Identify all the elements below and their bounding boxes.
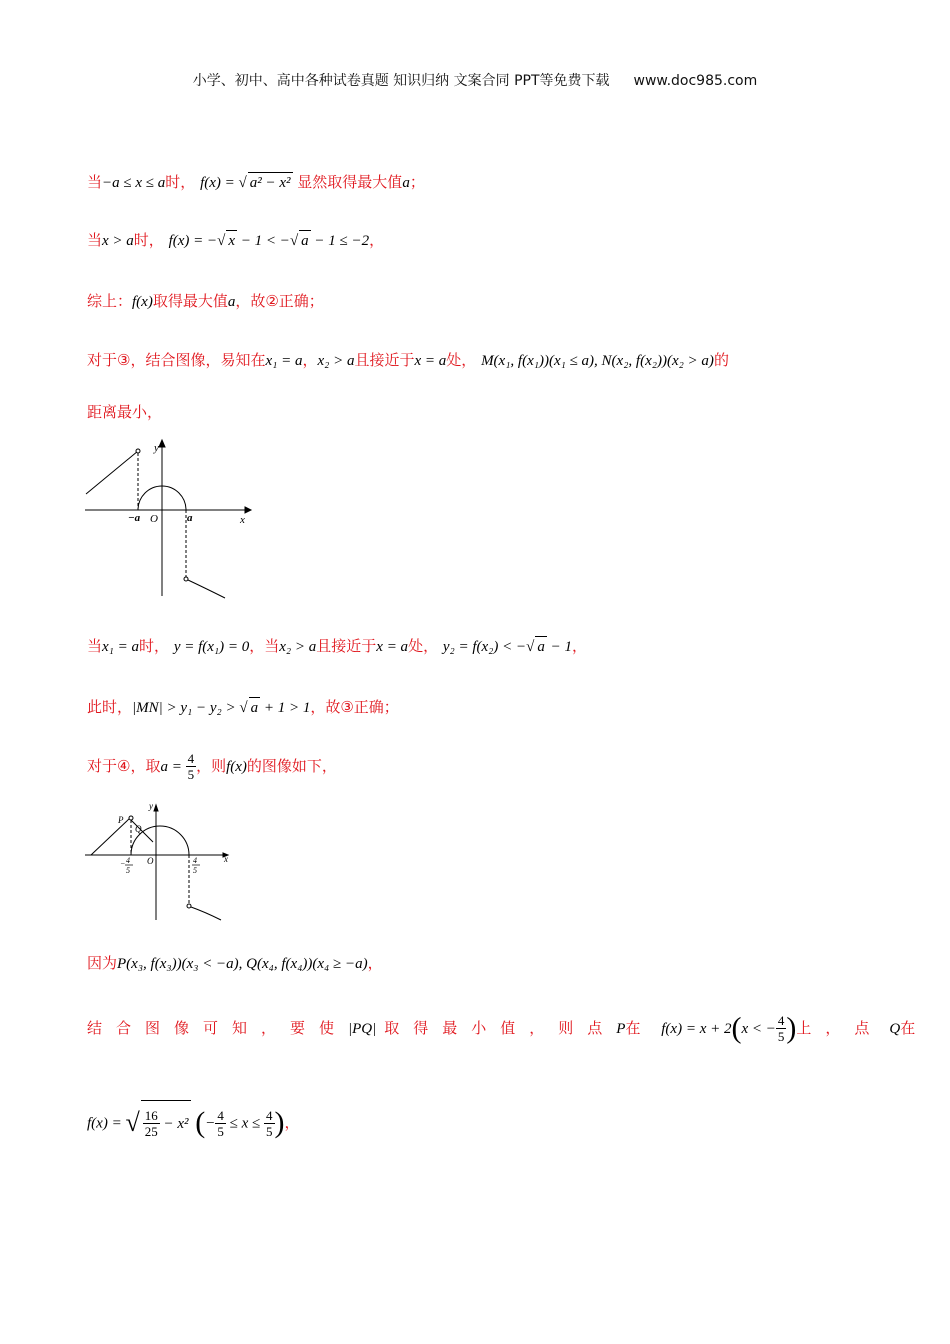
radical xyxy=(141,1100,191,1146)
open-point-top xyxy=(136,449,140,453)
x-axis-arrow xyxy=(245,507,251,513)
math: Q xyxy=(889,1021,901,1037)
math: a xyxy=(227,294,236,310)
math-radicand: a xyxy=(299,230,311,251)
text: 处， xyxy=(446,351,477,369)
pos-frac-num: 4 xyxy=(193,856,197,865)
fraction xyxy=(215,1108,226,1139)
neg-frac-den: 5 xyxy=(126,866,130,875)
math: x > a xyxy=(102,233,134,249)
para-6: 当x₁ = a时， y = f(x₁) = 0，当x₂ > a且接近于x = a处， y₂ = f(x₂) < −√ a − 1， xyxy=(87,637,588,655)
para-9 xyxy=(87,953,383,974)
pos-frac-den: 5 xyxy=(193,866,197,875)
text: 且接近于 xyxy=(354,351,415,369)
text: 上，点 xyxy=(796,1019,884,1037)
text: ，当 xyxy=(249,637,280,655)
text: ，故③正确； xyxy=(310,698,399,716)
math: + 1 > 1 xyxy=(260,700,311,716)
math: x₁ = a xyxy=(102,639,140,655)
para-3 xyxy=(87,291,324,312)
math-radicand: a xyxy=(535,636,547,657)
text: 对于④，取 xyxy=(87,757,161,775)
origin-label: O xyxy=(150,513,158,525)
y-axis-arrow xyxy=(154,805,158,811)
text: ， xyxy=(302,351,318,369)
page-header xyxy=(0,70,950,90)
math: x₂ > a xyxy=(317,353,355,369)
math: |MN| > y₁ − y₂ > xyxy=(132,700,240,716)
curve-right xyxy=(191,907,221,920)
denominator: 5 xyxy=(266,1123,273,1139)
math: P(x₃, f(x₃))(x₃ < −a), Q(x₄, f(x₄))(x₄ ≥ −a) xyxy=(117,956,368,972)
text: ， xyxy=(572,637,588,655)
math: f(x) = xyxy=(87,1115,126,1132)
text: ，则 xyxy=(196,757,227,775)
neg-frac-num: 4 xyxy=(126,856,130,865)
math: f(x) xyxy=(226,759,247,775)
para-2: 当x > a时， f(x) = −√ x − 1 < −√ a − 1 ≤ −2， xyxy=(87,231,385,249)
para-1: 当−a ≤ x ≤ a时， f(x) = √ a² − x² 显然取得最大值a； xyxy=(87,173,425,191)
math: a = xyxy=(160,759,186,775)
para-7: 此时，|MN| > y₁ − y₂ > √ a + 1 > 1，故③正确； xyxy=(87,698,399,716)
y-label: y xyxy=(149,801,153,811)
math: M(x₁, f(x₁))(x₁ ≤ a), N(x₂, f(x₂))(x₂ > a) xyxy=(481,353,714,369)
text: 当 xyxy=(87,173,103,191)
text: 结合图像可知，要使 xyxy=(87,1019,349,1037)
function-graph-1 xyxy=(85,438,255,603)
para-11: f(x) = √ $\frac{16}{25}$ − x² (− $\frac{4}{5}$ ≤ x ≤ $\frac{4}{5}$ )， xyxy=(87,1100,300,1146)
text: 在 xyxy=(625,1019,641,1037)
text: 取得最小值，则点 xyxy=(384,1019,617,1037)
origin-label: O xyxy=(147,856,154,866)
math: |PQ| xyxy=(348,1021,377,1037)
text: 对于③，结合图像，易知在 xyxy=(87,351,266,369)
para-5 xyxy=(87,402,162,422)
para-8 xyxy=(87,748,337,785)
text: 时， xyxy=(133,231,164,249)
math: x = a xyxy=(376,639,409,655)
fraction xyxy=(143,1108,160,1139)
denominator: 5 xyxy=(187,767,195,782)
a-label: a xyxy=(187,512,193,524)
math: − 1 ≤ −2 xyxy=(310,233,370,249)
x-label: x xyxy=(240,514,245,526)
line-segment-left xyxy=(91,818,130,855)
text: ， xyxy=(369,231,385,249)
open-point-bottom xyxy=(184,577,188,581)
denominator: 5 xyxy=(217,1123,224,1139)
line-segment-left xyxy=(86,451,138,494)
math-radicand: a² − x² xyxy=(248,172,293,193)
text: ， xyxy=(367,954,383,972)
math-radicand: a xyxy=(249,697,261,718)
open-point-p xyxy=(129,816,133,820)
text: 的 xyxy=(713,351,729,369)
math: y₂ = f(x₂) < − xyxy=(442,639,527,655)
text: 取得最大值 xyxy=(152,292,228,310)
header-title: 小学、初中、高中各种试卷真题 知识归纳 文案合同 PPT等免费下载 xyxy=(192,73,610,89)
fraction xyxy=(776,1013,787,1044)
math: x < − xyxy=(741,1021,776,1037)
math: f(x) = − xyxy=(168,233,218,249)
x-label: x xyxy=(224,854,228,864)
p-label: P xyxy=(118,815,124,825)
text: 的图像如下， xyxy=(246,757,337,775)
math: −a ≤ x ≤ a xyxy=(102,175,166,191)
math: x₂ > a xyxy=(279,639,317,655)
numerator: 4 xyxy=(217,1107,224,1123)
text: 时， xyxy=(165,173,196,191)
text: 当 xyxy=(87,637,103,655)
text: 因为 xyxy=(87,954,118,972)
text: ； xyxy=(409,173,425,191)
text: 此时， xyxy=(87,698,133,716)
numerator: 16 xyxy=(144,1108,158,1123)
math-radicand: x xyxy=(226,230,237,251)
math: x = a xyxy=(414,353,447,369)
neg-a-label: −a xyxy=(128,512,141,524)
math: f(x) = x + 2 xyxy=(661,1021,732,1037)
numerator: 4 xyxy=(187,751,195,766)
denominator: 5 xyxy=(777,1029,785,1044)
para-4 xyxy=(87,350,729,371)
y-axis-arrow xyxy=(159,440,165,447)
math: − x² xyxy=(159,1116,189,1132)
math: f(x) = xyxy=(200,175,239,191)
para-10: 结合图像可知，要使|PQ| 取得最小值，则点P在 f(x) = x + 2(x < − $\frac{4}{5}$ )上，点 Q在 xyxy=(87,1011,916,1045)
math: − 1 xyxy=(546,639,572,655)
open-point-bottom xyxy=(187,904,191,908)
math: y = f(x₁) = 0 xyxy=(173,639,250,655)
y-label: y xyxy=(154,442,159,454)
denominator: 25 xyxy=(144,1124,158,1139)
math: P xyxy=(616,1021,626,1037)
text: 当 xyxy=(87,231,103,249)
header-url[interactable]: www.doc985.com xyxy=(633,73,758,89)
fraction xyxy=(264,1108,275,1139)
text: ， xyxy=(284,1113,300,1132)
text: 在 xyxy=(900,1019,916,1037)
numerator: 4 xyxy=(777,1013,785,1028)
text: 处， xyxy=(408,637,439,655)
fraction xyxy=(186,751,197,782)
math: x₁ = a xyxy=(265,353,303,369)
q-label: Q xyxy=(135,824,142,834)
math: − xyxy=(205,1115,216,1132)
text: 距离最小， xyxy=(87,403,163,421)
curve-right xyxy=(188,580,225,598)
text: ，故②正确； xyxy=(235,292,324,310)
text: 显然取得最大值 xyxy=(297,173,403,191)
math: − 1 < − xyxy=(237,233,290,249)
numerator: 4 xyxy=(266,1107,273,1123)
neg-sign: − xyxy=(120,859,126,868)
math: ≤ x ≤ xyxy=(225,1115,265,1132)
text: 且接近于 xyxy=(316,637,377,655)
math: a xyxy=(402,175,410,191)
text: 时， xyxy=(139,637,170,655)
math: f(x) xyxy=(132,294,153,310)
text: 综上： xyxy=(87,292,133,310)
function-graph-2 xyxy=(85,800,245,925)
